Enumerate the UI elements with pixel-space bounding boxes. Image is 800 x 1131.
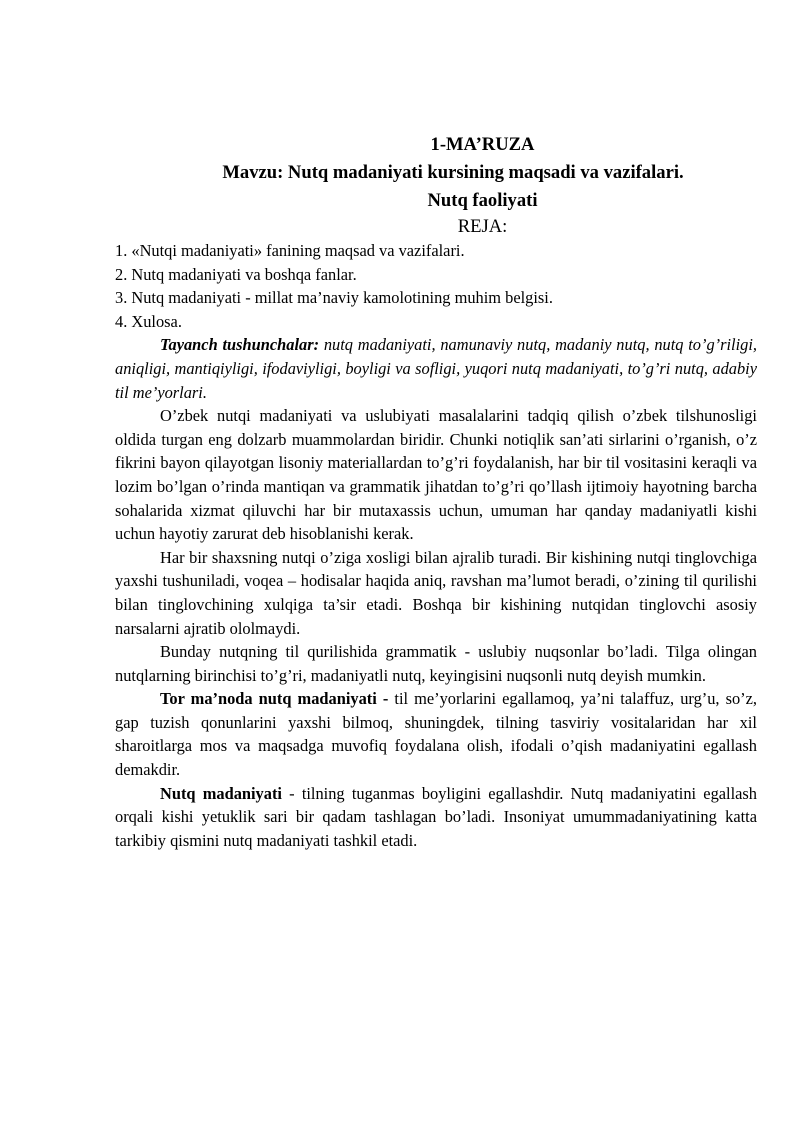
body-paragraph-4 xyxy=(115,687,757,781)
body-paragraph-3: Bunday nutqning til qurilishida grammatik - uslubiy nuqsonlar bo’ladi. Tilga olingan nutqlarning birinchisi to’g’ri, madaniyatli nutq, keyingisini nuqsonli nutq deyish mumkin. xyxy=(115,642,757,685)
body-paragraph-5 xyxy=(115,782,757,853)
term-speech-culture: Nutq madaniyati xyxy=(160,783,282,803)
keywords-label: Tayanch tushunchalar: xyxy=(160,335,320,355)
lecture-title: 1-MA’RUZA xyxy=(430,134,535,155)
topic-subheading: Nutq faoliyati xyxy=(427,190,538,211)
plan-item: 3. Nutq madaniyati - millat ma’naviy kamolotining muhim belgisi. xyxy=(115,288,553,308)
body-paragraph-1: O’zbek nutqi madaniyati va uslubiyati masalalarini tadqiq qilish o’zbek tilshunosligi oldida turgan eng dolzarb muammolardan biridir. Chunki notiqlik san’ati sirlarini o’rganish, o’z fikrini bayon qilayotgan lisoniy materiallardan to’g’ri foydalanish, har bir til vositasini keraqli va lozim bo’lgan o’rinda mantiqan va grammatik jihatdan to’g’ri qo’llash ijtimoiy hayotning barcha sohalarida xizmat qiluvchi har bir mutaxassis uchun, umuman har qanday madaniyatli kishi uchun hayotiy zarurat deb hisoblanishi kerak. xyxy=(115,406,757,544)
topic-heading: Mavzu: Nutq madaniyati kursining maqsadi va vazifalari. xyxy=(222,162,684,183)
plan-list xyxy=(115,239,757,333)
document-page xyxy=(115,131,757,852)
plan-item: 2. Nutq madaniyati va boshqa fanlar. xyxy=(115,264,357,284)
body-paragraph-2: Har bir shaxsning nutqi o’ziga xosligi bilan ajralib turadi. Bir kishining nutqi tinglovchiga yaxshi tushuniladi, voqea – hodisalar haqida aniq, ravshan ma’lumot beradi, o’zining til qurilishi bilan tinglovchining xulqiga ta’sir etadi. Boshqa bir kishining nutqidan tinglovchi asosiy narsalarni ajratib ololmaydi. xyxy=(115,547,757,638)
plan-item: 1. «Nutqi madaniyati» fanining maqsad va vazifalari. xyxy=(115,241,465,260)
plan-item: 4. Xulosa. xyxy=(115,311,182,331)
paragraph-4-text: til me’yorlarini egallamoq, ya’ni talaffuz, urg’u, so’z, gap tuzish qonunlarini yaxshi bilmoq, shuningdek, tilning tasviriy vositalaridan har xil sharoitlarga mos va maqsadga muvofiq foydalana olish, ifodali o’qish madaniyatini egallash demakdir. xyxy=(115,689,758,780)
keywords-text: nutq madaniyati, namunaviy nutq, madaniy nutq, nutq to’g’riligi, aniqligi, mantiqiyligi, ifodaviyligi, boyligi va sofligi, yuqori nutq madaniyati, to’g’ri nutq, adabiy til me’yorlari. xyxy=(115,335,757,402)
keywords-paragraph xyxy=(115,333,757,404)
term-narrow-sense: Tor ma’noda nutq madaniyati - xyxy=(160,689,395,709)
plan-heading: REJA: xyxy=(457,216,508,237)
paragraph-5-text: - tilning tuganmas boyligini egallashdir. Nutq madaniyatini egallash orqali kishi yetuklik sari bir qadam tashlagan bo’ladi. Insoniyat umummadaniyatining katta tarkibiy qismini nutq madaniyati tashkil etadi. xyxy=(115,783,757,850)
